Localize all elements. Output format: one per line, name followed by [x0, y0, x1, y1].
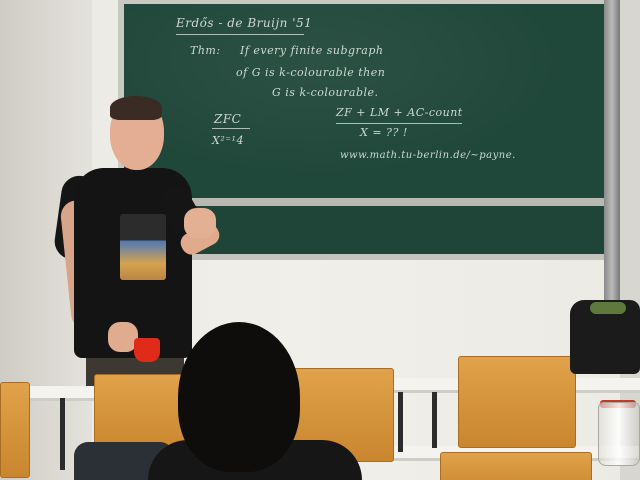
x-statement: X²⁼¹4	[212, 134, 244, 147]
speaker-hair	[110, 96, 162, 120]
board-rail	[604, 0, 620, 310]
audience-member-head	[178, 322, 300, 472]
theorem-line-2: of G is k-colourable then	[236, 66, 386, 79]
theorem-label: Thm:	[190, 44, 221, 57]
red-cup	[134, 338, 160, 362]
title-underline	[176, 34, 304, 35]
formula: ZF + LM + AC-count	[336, 106, 463, 119]
chair-right	[458, 356, 576, 448]
desk-leg	[398, 392, 403, 452]
speaker-right-hand	[184, 208, 216, 238]
formula-result: X = ?? !	[360, 126, 408, 139]
glass-jar	[598, 402, 640, 466]
desk-leg	[432, 392, 437, 448]
backpack-strap	[590, 302, 626, 314]
url-text: www.math.tu-berlin.de/~payne.	[340, 150, 516, 161]
chair-front	[440, 452, 592, 480]
theorem-line-3: G is k-colourable.	[272, 86, 379, 99]
shirt-print	[120, 214, 166, 280]
board-title: Erdős - de Bruijn '51	[176, 16, 313, 30]
zfc-label: ZFC	[214, 112, 242, 126]
chair-far-left	[0, 382, 30, 478]
formula-bar	[336, 123, 462, 124]
theorem-line-1: If every finite subgraph	[240, 44, 384, 57]
desk-leg	[60, 398, 65, 470]
zfc-underline	[212, 128, 250, 129]
